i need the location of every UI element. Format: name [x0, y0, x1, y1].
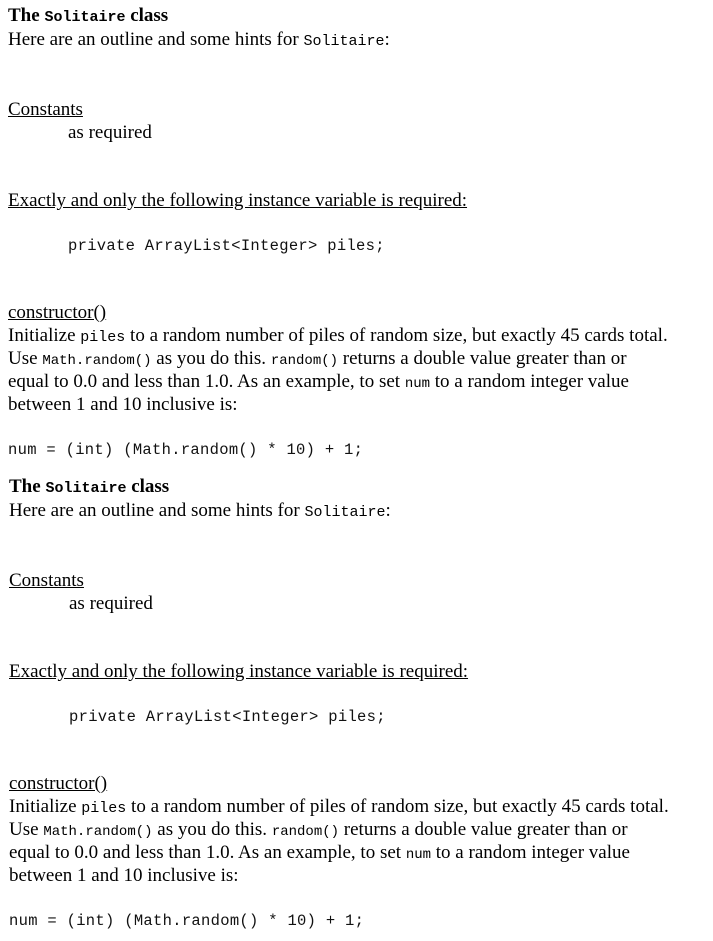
section-title: The Solitaire class — [9, 476, 170, 497]
intro-text: Here are an outline and some hints for Solitaire: — [8, 29, 390, 50]
constructor-line-4: between 1 and 10 inclusive is: — [9, 865, 239, 886]
constants-heading: Constants — [8, 99, 83, 120]
class-name-code: Solitaire — [303, 33, 385, 50]
instance-variable-code: private ArrayList<Integer> piles; — [68, 237, 385, 255]
constructor-line-4: between 1 and 10 inclusive is: — [8, 394, 238, 415]
constants-text: as required — [69, 593, 153, 614]
constructor-line-3: equal to 0.0 and less than 1.0. As an example, to set num to a random integer value — [8, 371, 629, 392]
instance-variable-code: private ArrayList<Integer> piles; — [69, 708, 386, 726]
constructor-heading: constructor() — [8, 302, 107, 323]
section-title: The Solitaire class — [8, 5, 169, 26]
constructor-heading: constructor() — [9, 773, 108, 794]
constructor-line-1: Initialize piles to a random number of piles of random size, but exactly 45 cards total. — [9, 796, 669, 817]
class-name-code: Solitaire — [304, 504, 386, 521]
class-name-code: Solitaire — [44, 9, 126, 26]
intro-text: Here are an outline and some hints for Solitaire: — [9, 500, 391, 521]
instance-variable-heading: Exactly and only the following instance variable is required: — [8, 190, 468, 211]
example-code: num = (int) (Math.random() * 10) + 1; — [9, 912, 365, 930]
instance-variable-heading: Exactly and only the following instance variable is required: — [9, 661, 469, 682]
constructor-line-2: Use Math.random() as you do this. random() returns a double value greater than or — [9, 819, 628, 840]
constants-text: as required — [68, 122, 152, 143]
class-name-code: Solitaire — [45, 480, 127, 497]
example-code: num = (int) (Math.random() * 10) + 1; — [8, 441, 364, 459]
constructor-line-2: Use Math.random() as you do this. random() returns a double value greater than or — [8, 348, 627, 369]
constructor-line-1: Initialize piles to a random number of piles of random size, but exactly 45 cards total. — [8, 325, 668, 346]
constructor-line-3: equal to 0.0 and less than 1.0. As an example, to set num to a random integer value — [9, 842, 630, 863]
constants-heading: Constants — [9, 570, 84, 591]
